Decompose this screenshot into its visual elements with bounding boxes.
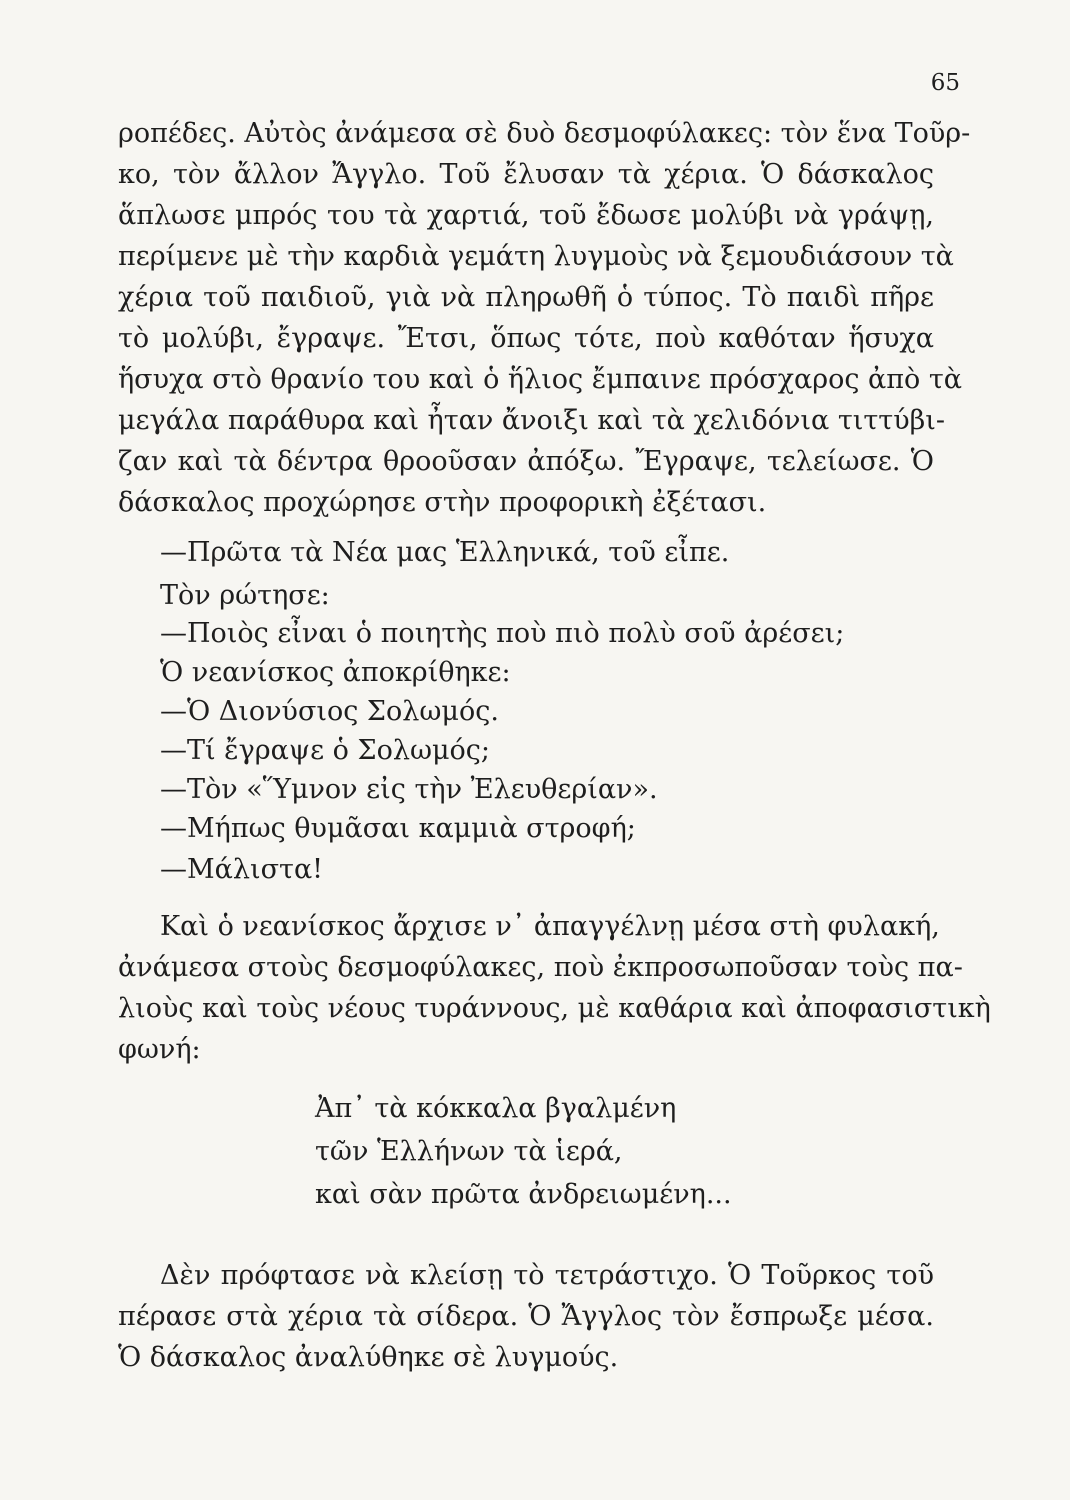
text-line: λιοὺς καὶ τοὺς νέους τυράννους, μὲ καθάρια καὶ ἀποφασιστικὴ: [118, 993, 991, 1024]
text-line: δάσκαλος προχώρησε στὴν προφορικὴ ἐξέτασι.: [118, 487, 767, 518]
dialogue-line: —Μάλιστα!: [160, 854, 324, 885]
text-line: ροπέδες. Αὐτὸς ἀνάμεσα σὲ δυὸ δεσμοφύλακες: τὸν ἕνα Τοῦρ-: [118, 118, 971, 149]
text-line: ζαν καὶ τὰ δέντρα θροοῦσαν ἀπόξω. Ἔγραψε, τελείωσε. Ὁ: [118, 446, 934, 477]
dialogue-line: Τὸν ρώτησε:: [160, 580, 330, 611]
dialogue-line: —Τί ἔγραψε ὁ Σολωμός;: [160, 735, 490, 766]
text-line: φωνή:: [118, 1034, 201, 1065]
text-line: πέρασε στὰ χέρια τὰ σίδερα. Ὁ Ἄγγλος τὸν ἔσπρωξε μέσα.: [118, 1301, 934, 1332]
text-line: Ὁ δάσκαλος ἀναλύθηκε σὲ λυγμούς.: [118, 1342, 619, 1373]
dialogue-line: —Μήπως θυμᾶσαι καμμιὰ στροφή;: [160, 813, 636, 844]
text-line: περίμενε μὲ τὴν καρδιὰ γεμάτη λυγμοὺς νὰ ξεμουδιάσουν τὰ: [118, 241, 954, 272]
page-number: 65: [930, 70, 960, 96]
dialogue-line: —Ποιὸς εἶναι ὁ ποιητὴς ποὺ πιὸ πολὺ σοῦ ἀρέσει;: [160, 618, 845, 649]
dialogue-line: —Ὁ Διονύσιος Σολωμός.: [160, 696, 499, 727]
text-line: ἀνάμεσα στοὺς δεσμοφύλακες, ποὺ ἐκπροσωποῦσαν τοὺς πα-: [118, 952, 963, 983]
poem-line: Ἀπ᾽ τὰ κόκκαλα βγαλμένη: [315, 1093, 677, 1124]
dialogue-line: —Πρῶτα τὰ Νέα μας Ἑλληνικά, τοῦ εἶπε.: [160, 537, 730, 568]
text-line: ἥσυχα στὸ θρανίο του καὶ ὁ ἥλιος ἔμπαινε πρόσχαρος ἀπὸ τὰ: [118, 364, 963, 395]
dialogue-line: —Τὸν «Ὕμνον εἰς τὴν Ἐλευθερίαν».: [160, 774, 658, 805]
text-line: τὸ μολύβι, ἔγραψε. Ἔτσι, ὅπως τότε, ποὺ καθόταν ἥσυχα: [118, 323, 934, 354]
text-line: Καὶ ὁ νεανίσκος ἄρχισε ν᾽ ἀπαγγέλνῃ μέσα στὴ φυλακή,: [160, 911, 940, 942]
text-line: κο, τὸν ἄλλον Ἄγγλο. Τοῦ ἔλυσαν τὰ χέρια. Ὁ δάσκαλος: [118, 159, 934, 190]
poem-line: καὶ σὰν πρῶτα ἀνδρειωμένη...: [315, 1179, 732, 1210]
dialogue-line: Ὁ νεανίσκος ἀποκρίθηκε:: [160, 657, 511, 688]
text-line: Δὲν πρόφτασε νὰ κλείσῃ τὸ τετράστιχο. Ὁ Τοῦρκος τοῦ: [160, 1260, 934, 1291]
text-line: ἅπλωσε μπρός του τὰ χαρτιά, τοῦ ἔδωσε μολύβι νὰ γράψῃ,: [118, 200, 934, 231]
poem-line: τῶν Ἑλλήνων τὰ ἱερά,: [315, 1136, 623, 1167]
text-line: μεγάλα παράθυρα καὶ ἦταν ἄνοιξι καὶ τὰ χελιδόνια τιττύβι-: [118, 405, 945, 436]
text-line: χέρια τοῦ παιδιοῦ, γιὰ νὰ πληρωθῆ ὁ τύπος. Τὸ παιδὶ πῆρε: [118, 282, 934, 313]
